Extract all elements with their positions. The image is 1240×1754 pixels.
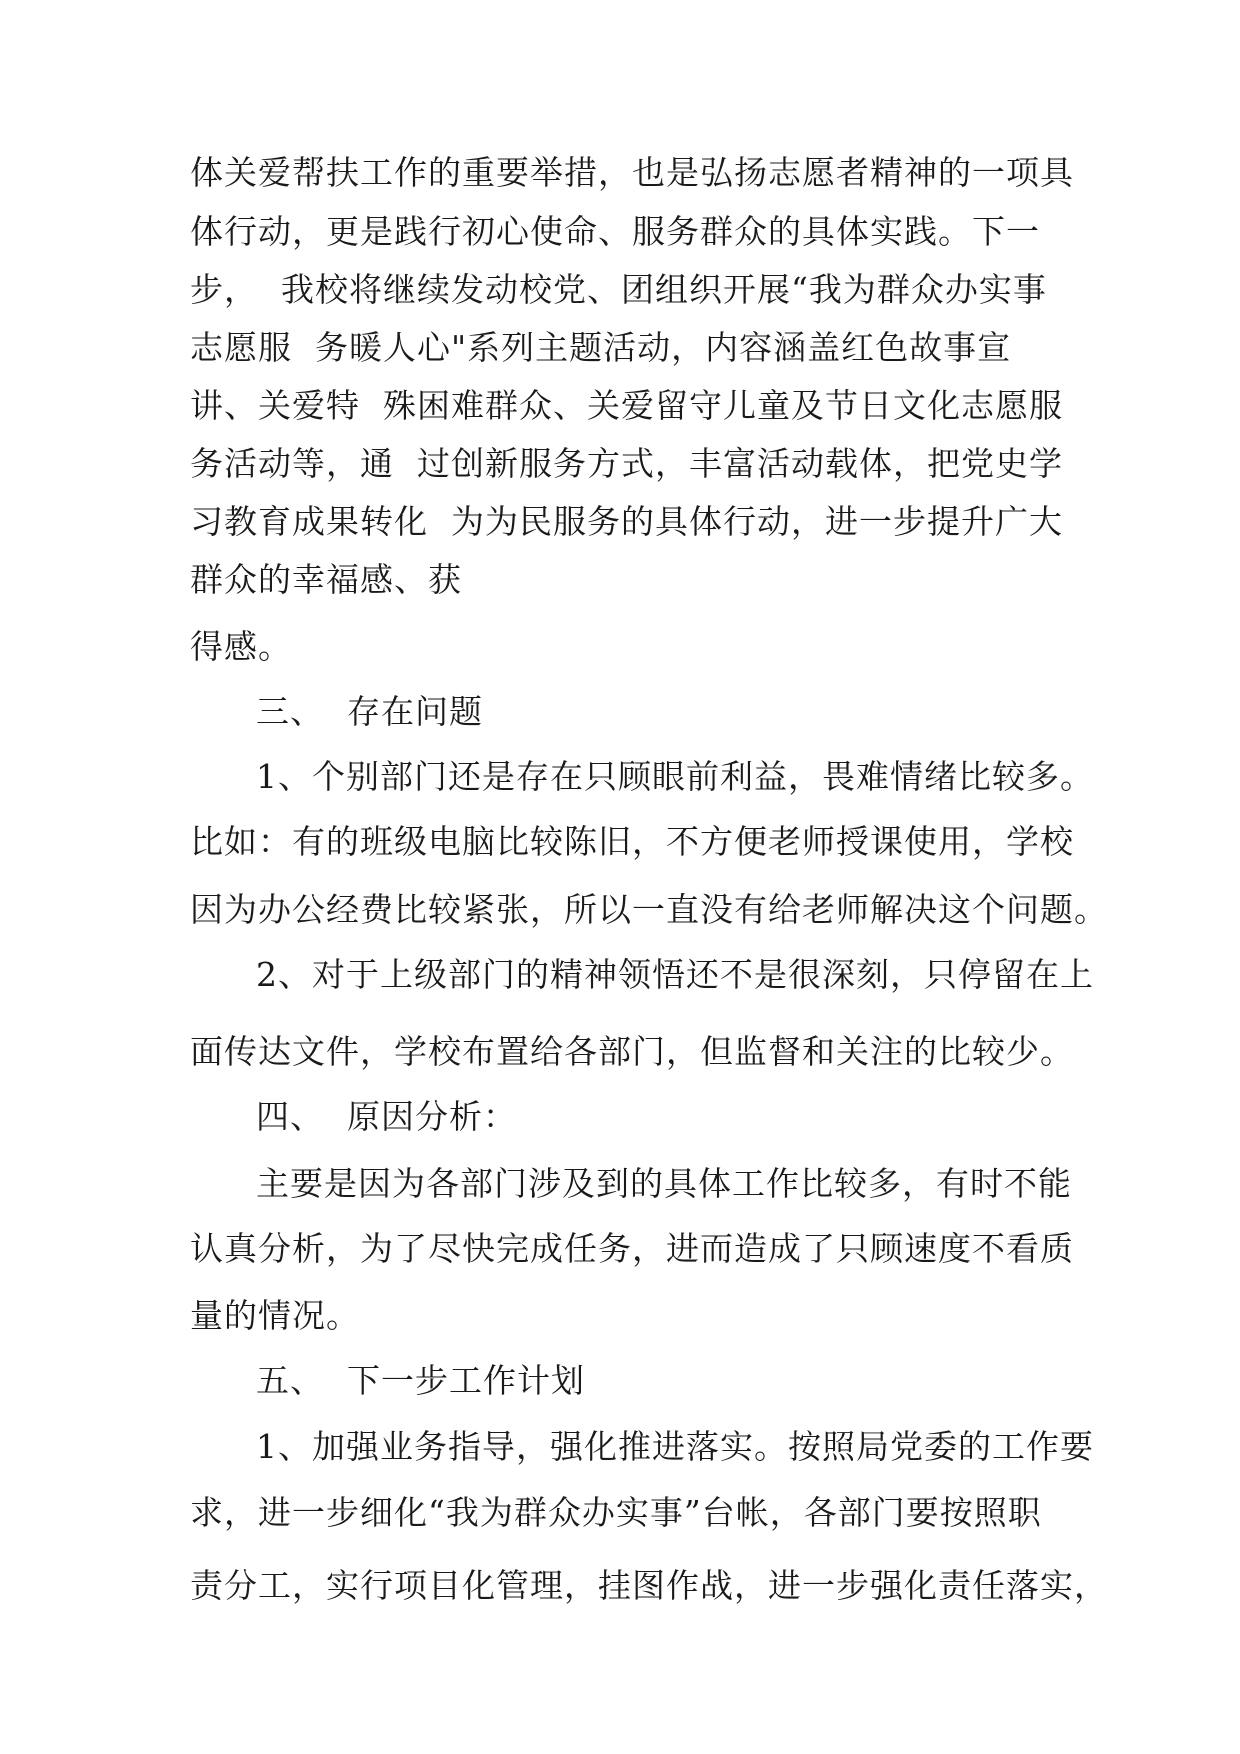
text-line: 主要是因为各部门涉及到的具体工作比较多，有时不能: [256, 1164, 1072, 1203]
text-line: 习教育成果转化 为为民服务的具体行动，进一步提升广大: [190, 502, 1063, 541]
text-line: 得感。: [190, 627, 292, 666]
text-line: 群众的幸福感、获: [190, 560, 462, 599]
text-line: 因为办公经费比较紧张，所以一直没有给老师解决这个问题。: [190, 890, 1108, 929]
text-line: 认真分析，为了尽快完成任务，进而造成了只顾速度不看质: [190, 1229, 1074, 1268]
text-line: 1、个别部门还是存在只顾眼前利益，畏难情绪比较多。: [256, 757, 1094, 796]
text-line: 步， 我校将继续发动校党、团组织开展“我为群众办实事: [190, 270, 1047, 309]
section-heading: 三、 存在问题: [256, 692, 483, 731]
text-line: 量的情况。: [190, 1296, 360, 1335]
text-line: 讲、关爱特 殊困难群众、关爱留守儿童及节日文化志愿服: [190, 386, 1063, 425]
text-line: 体关爱帮扶工作的重要举措，也是弘扬志愿者精神的一项具: [190, 153, 1074, 192]
text-line: 比如：有的班级电脑比较陈旧，不方便老师授课使用，学校: [190, 822, 1074, 861]
text-line: 1、加强业务指导，强化推进落实。按照局党委的工作要: [256, 1427, 1094, 1466]
text-line: 2、对于上级部门的精神领悟还不是很深刻，只停留在上: [256, 955, 1094, 994]
text-line: 务活动等，通 过创新服务方式，丰富活动载体，把党史学: [190, 444, 1063, 483]
text-line: 体行动，更是践行初心使命、服务群众的具体实践。下一: [190, 212, 1040, 251]
section-heading: 四、 原因分析：: [256, 1097, 517, 1136]
text-line: 面传达文件，学校布置给各部门，但监督和关注的比较少。: [190, 1032, 1074, 1071]
section-heading: 五、 下一步工作计划: [256, 1361, 585, 1400]
text-line: 责分工，实行项目化管理，挂图作战，进一步强化责任落实，: [190, 1566, 1108, 1605]
text-line: 求，进一步细化“我为群众办实事”台帐，各部门要按照职: [190, 1493, 1042, 1532]
text-line: 志愿服 务暖人心"系列主题活动，内容涵盖红色故事宣: [190, 328, 1012, 367]
